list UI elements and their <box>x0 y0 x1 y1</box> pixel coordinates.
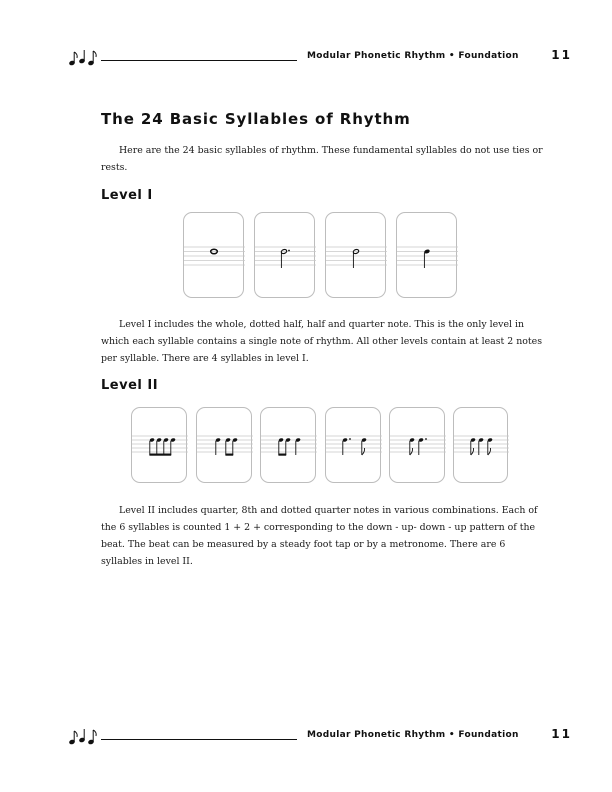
whole-note-notation <box>184 213 245 299</box>
header-rule <box>101 60 297 61</box>
quarter-note-notation <box>397 213 458 299</box>
two-eighths-quarter-notation <box>261 408 317 484</box>
syllable-card-eighth-quarter-eighth <box>453 407 508 483</box>
syllable-card-whole-note <box>183 212 244 298</box>
intro-paragraph: Here are the 24 basic syllables of rhythm. These fundamental syllables do not use ties or rests. <box>101 145 543 173</box>
syllable-card-four-eighths <box>131 407 187 483</box>
music-notes-icon <box>68 725 98 749</box>
syllable-card-quarter-two-eighths <box>196 407 252 483</box>
level-1-description: Level I includes the whole, dotted half, half and quarter note. This is the only level in which each syllable contains a single note of rhythm. All other levels contain at least 2 notes per syllable. There are 4 syllables in level I. <box>101 319 543 364</box>
syllable-card-eighth-dotted-quarter <box>389 407 445 483</box>
header-title: Modular Phonetic Rhythm • Foundation <box>307 51 519 61</box>
level-1-syllables <box>183 212 457 298</box>
footer-title: Modular Phonetic Rhythm • Foundation <box>307 730 519 740</box>
running-footer <box>68 725 576 749</box>
level-1-heading: Level I <box>101 188 153 203</box>
footer-rule <box>101 739 297 740</box>
level-2-description: Level II includes quarter, 8th and dotted quarter notes in various combinations. Each of the 6 syllables is counted 1 + 2 + corresponding to the down - up- down - up pattern of the beat. The beat can be measured by a steady foot tap or by a metronome. There are 6 syllables in level II. <box>101 505 538 567</box>
dotted-half-note-notation <box>255 213 316 299</box>
syllable-card-dotted-half-note <box>254 212 315 298</box>
page-title: The 24 Basic Syllables of Rhythm <box>101 110 411 128</box>
footer-page-number: 11 <box>551 727 572 741</box>
half-note-notation <box>326 213 387 299</box>
level-2-heading: Level II <box>101 378 159 393</box>
eighth-quarter-eighth-notation <box>454 408 509 484</box>
level-2-syllables <box>131 407 508 483</box>
syllable-card-quarter-note <box>396 212 457 298</box>
syllable-card-half-note <box>325 212 386 298</box>
syllable-card-dotted-quarter-eighth <box>325 407 381 483</box>
four-eighths-notation <box>132 408 188 484</box>
music-notes-icon <box>68 46 98 70</box>
eighth-dotted-quarter-notation <box>390 408 446 484</box>
header-page-number: 11 <box>551 48 572 62</box>
syllable-card-two-eighths-quarter <box>260 407 316 483</box>
quarter-two-eighths-notation <box>197 408 253 484</box>
dotted-quarter-eighth-notation <box>326 408 382 484</box>
running-header <box>68 46 576 70</box>
